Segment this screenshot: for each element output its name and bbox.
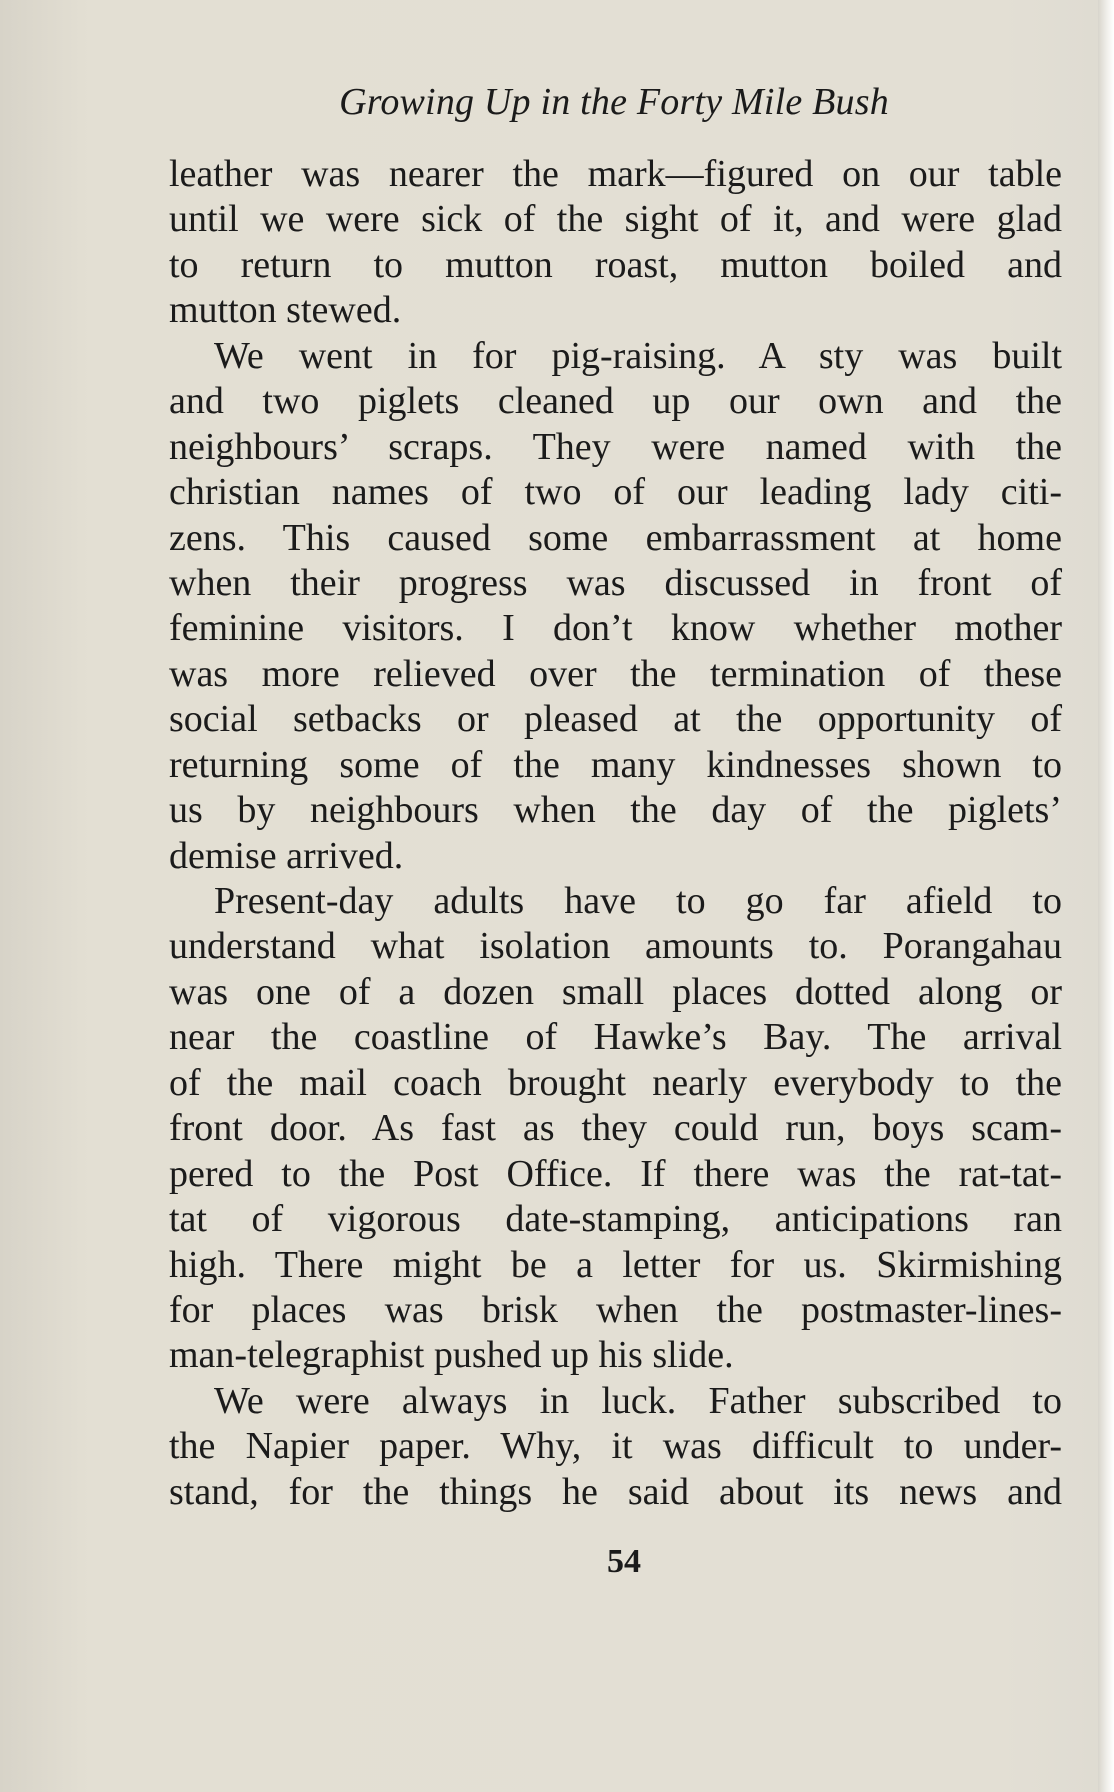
text-line: for places was brisk when the postmaster-lines- [169,1288,1062,1331]
running-head: Growing Up in the Forty Mile Bush [339,81,889,123]
page-edge [1098,0,1114,1792]
body-text [169,152,1062,1515]
text-line: when their progress was discussed in front of [169,561,1062,604]
text-line: the Napier paper. Why, it was difficult to under- [169,1425,1062,1468]
text-line: front door. As fast as they could run, boys scam- [169,1107,1062,1150]
text-line: high. There might be a letter for us. Skirmishing [169,1243,1062,1286]
text-line: demise arrived. [169,834,404,877]
text-line: stand, for the things he said about its news and [169,1470,1062,1513]
text-line: zens. This caused some embarrassment at home [169,516,1062,559]
text-line: social setbacks or pleased at the opportunity of [169,698,1062,741]
text-line: We went in for pig-raising. A sty was built [214,334,1062,377]
text-line: christian names of two of our leading lady citi- [169,471,1062,514]
page-number: 54 [607,1543,641,1580]
text-line: man-telegraphist pushed up his slide. [169,1334,734,1377]
text-line: leather was nearer the mark—figured on our table [169,153,1062,195]
text-line: neighbours’ scraps. They were named with the [169,425,1062,468]
text-line: us by neighbours when the day of the piglets’ [169,789,1062,832]
text-line: to return to mutton roast, mutton boiled and [169,243,1062,286]
text-line: was one of a dozen small places dotted along or [169,970,1062,1013]
text-line: tat of vigorous date-stamping, anticipations ran [169,1198,1062,1241]
text-line: until we were sick of the sight of it, and were glad [169,198,1062,241]
text-line: We were always in luck. Father subscribed to [214,1379,1062,1422]
text-line: of the mail coach brought nearly everybody to the [169,1061,1062,1104]
text-line: Present-day adults have to go far afield to [214,880,1062,922]
text-line: understand what isolation amounts to. Porangahau [169,925,1062,968]
text-line: returning some of the many kindnesses shown to [169,743,1062,786]
text-line: was more relieved over the termination of these [169,652,1062,695]
text-line: near the coastline of Hawke’s Bay. The arrival [169,1016,1062,1059]
text-line: pered to the Post Office. If there was the rat-tat- [169,1152,1062,1195]
text-line: feminine visitors. I don’t know whether mother [169,607,1062,650]
text-line: mutton stewed. [169,289,402,332]
text-line: and two piglets cleaned up our own and the [169,380,1062,423]
